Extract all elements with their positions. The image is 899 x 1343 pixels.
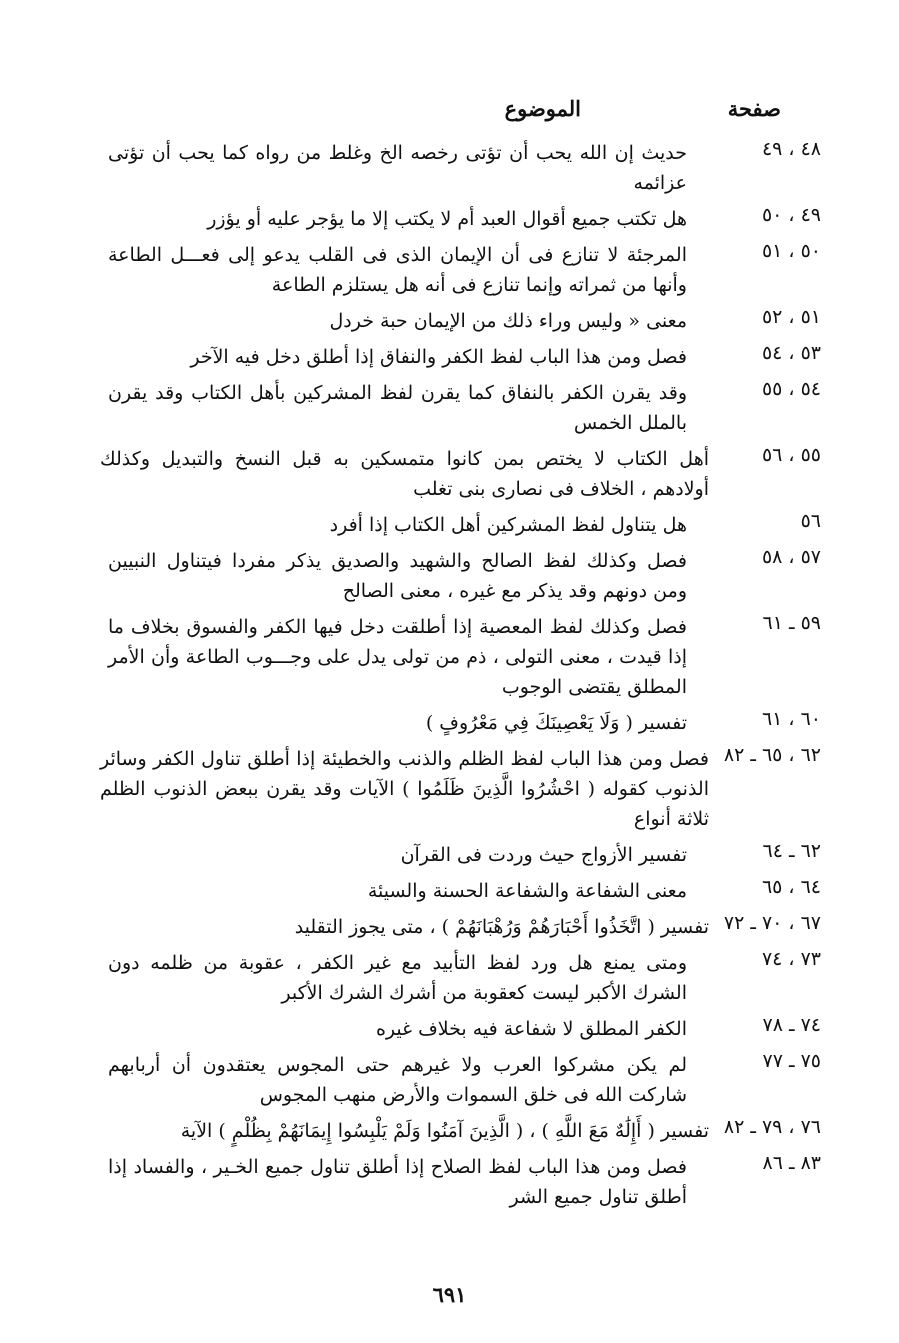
- page-range: ٦٠ ، ٦١: [761, 708, 821, 730]
- index-entry: [0, 444, 899, 504]
- entry-topic: معنى « وليس وراء ذلك من الإيمان حبة خردل: [329, 310, 687, 332]
- page-range: ٧٤ ـ ٧٨: [762, 1014, 821, 1036]
- index-entry: [0, 876, 899, 906]
- index-entry: [0, 912, 899, 942]
- page-column-header: صفحة: [727, 96, 781, 121]
- page-range: ٦٤ ، ٦٥: [761, 876, 821, 898]
- entry-topic: فصل ومن هذا الباب لفظ الصلاح إذا أطلق تناول جميع الخـير ، والفساد إذا أطلق تناول جميع الشر: [108, 1156, 687, 1208]
- entry-topic: أهل الكتاب لا يختص بمن كانوا متمسكين به قبل النسخ والتبديل وكذلك أولادهم ، الخلاف فى نصارى بنى تغلب: [100, 448, 709, 500]
- entry-topic: فصل وكذلك لفظ المعصية إذا أطلقت دخل فيها الكفر والفسوق بخلاف ما إذا قيدت ، معنى التولى ، ذم من تولى يدل على وجـــوب الطاعة وأن الأمر المطلق يقتضى الوجوب: [108, 616, 687, 698]
- entry-topic: المرجئة لا تنازع فى أن الإيمان الذى فى القلب يدعو إلى فعـــل الطاعة وأنها من ثمراته وإنما تنازع فى أنه هل يستلزم الطاعة: [108, 244, 687, 296]
- page-range: ٦٢ ، ٦٥ ـ ٨٢: [723, 744, 821, 766]
- entry-topic: هل تكتب جميع أقوال العبد أم لا يكتب إلا ما يؤجر عليه أو يؤزر: [207, 208, 687, 230]
- index-entry: [0, 306, 899, 336]
- entry-topic: فصل وكذلك لفظ الصالح والشهيد والصديق يذكر مفردا فيتناول النبيين ومن دونهم وقد يذكر مع غيره ، معنى الصالح: [108, 550, 687, 602]
- page-range: ٧٣ ، ٧٤: [761, 948, 821, 970]
- topic-column-header: الموضوع: [504, 96, 581, 121]
- entry-topic: تفسير الأزواج حيث وردت فى القرآن: [400, 844, 687, 866]
- index-entries: [0, 138, 899, 1218]
- page-range: ٨٣ ـ ٨٦: [762, 1152, 821, 1174]
- page-number: ٦٩١: [432, 1282, 467, 1307]
- page-range: ٧٥ ـ ٧٧: [762, 1050, 821, 1072]
- index-entry: [0, 138, 899, 198]
- index-entry: [0, 378, 899, 438]
- entry-topic: لم يكن مشركوا العرب ولا غيرهم حتى المجوس يعتقدون أن أربابهم شاركت الله فى خلق السموات والأرض منهب المجوس: [108, 1054, 687, 1106]
- index-entry: [0, 240, 899, 300]
- entry-topic: حديث إن الله يحب أن تؤتى رخصه الخ وغلط من رواه كما يحب أن تؤتى عزائمه: [108, 142, 687, 194]
- entry-topic: فصل ومن هذا الباب لفظ الظلم والذنب والخطيئة إذا أطلق تناول الكفر وسائر الذنوب كقوله ( احْشُرُوا الَّذِينَ ظَلَمُوا ) الآيات وقد يقرن ببعض الذنوب الظلم ثلاثة أنواع: [100, 748, 709, 830]
- index-entry: [0, 1116, 899, 1146]
- index-entry: [0, 744, 899, 834]
- index-entry: [0, 708, 899, 738]
- index-entry: [0, 204, 899, 234]
- entry-topic: الكفر المطلق لا شفاعة فيه بخلاف غيره: [375, 1018, 687, 1040]
- index-entry: [0, 342, 899, 372]
- page-range: ٥٩ ـ ٦١: [762, 612, 821, 634]
- entry-topic: هل يتناول لفظ المشركين أهل الكتاب إذا أفرد: [329, 514, 687, 536]
- table-header: [0, 96, 899, 136]
- index-entry: [0, 612, 899, 702]
- entry-topic: تفسير ( وَلَا يَعْصِينَكَ فِي مَعْرُوفٍ ): [425, 712, 687, 734]
- index-entry: [0, 840, 899, 870]
- page-range: ٤٨ ، ٤٩: [761, 138, 821, 160]
- entry-topic: تفسير ( أَإِلَٰهٌ مَعَ اللَّهِ ) ، ( الَّذِينَ آمَنُوا وَلَمْ يَلْبِسُوا إِيمَانَهُمْ بِظُلْمٍ ) الآية: [180, 1120, 709, 1142]
- page-range: ٥٧ ، ٥٨: [761, 546, 821, 568]
- entry-topic: تفسير ( اتَّخَذُوا أَحْبَارَهُمْ وَرُهْبَانَهُمْ ) ، متى يجوز التقليد: [294, 916, 709, 938]
- page-range: ٥٠ ، ٥١: [761, 240, 821, 262]
- index-entry: [0, 510, 899, 540]
- page-range: ٥٦: [800, 510, 821, 532]
- index-entry: [0, 1014, 899, 1044]
- index-entry: [0, 948, 899, 1008]
- page-range: ٥٤ ، ٥٥: [761, 378, 821, 400]
- page-range: ٦٧ ، ٧٠ ـ ٧٢: [723, 912, 821, 934]
- index-entry: [0, 546, 899, 606]
- entry-topic: معنى الشفاعة والشفاعة الحسنة والسيئة: [367, 880, 687, 902]
- page-range: ٥٣ ، ٥٤: [761, 342, 821, 364]
- page-range: ٤٩ ، ٥٠: [761, 204, 821, 226]
- page-range: ٦٢ ـ ٦٤: [762, 840, 821, 862]
- entry-topic: فصل ومن هذا الباب لفظ الكفر والنفاق إذا أطلق دخل فيه الآخر: [190, 346, 687, 368]
- entry-topic: ومتى يمنع هل ورد لفظ التأبيد مع غير الكفر ، عقوبة من ظلمه دون الشرك الأكبر ليست كعقوبة من أشرك الشرك الأكبر: [108, 952, 687, 1004]
- page-range: ٥١ ، ٥٢: [761, 306, 821, 328]
- entry-topic: وقد يقرن الكفر بالنفاق كما يقرن لفظ المشركين بأهل الكتاب وقد يقرن بالملل الخمس: [108, 382, 687, 434]
- page-range: ٧٦ ، ٧٩ ـ ٨٢: [723, 1116, 821, 1138]
- index-entry: [0, 1050, 899, 1110]
- index-entry: [0, 1152, 899, 1212]
- page-range: ٥٥ ، ٥٦: [761, 444, 821, 466]
